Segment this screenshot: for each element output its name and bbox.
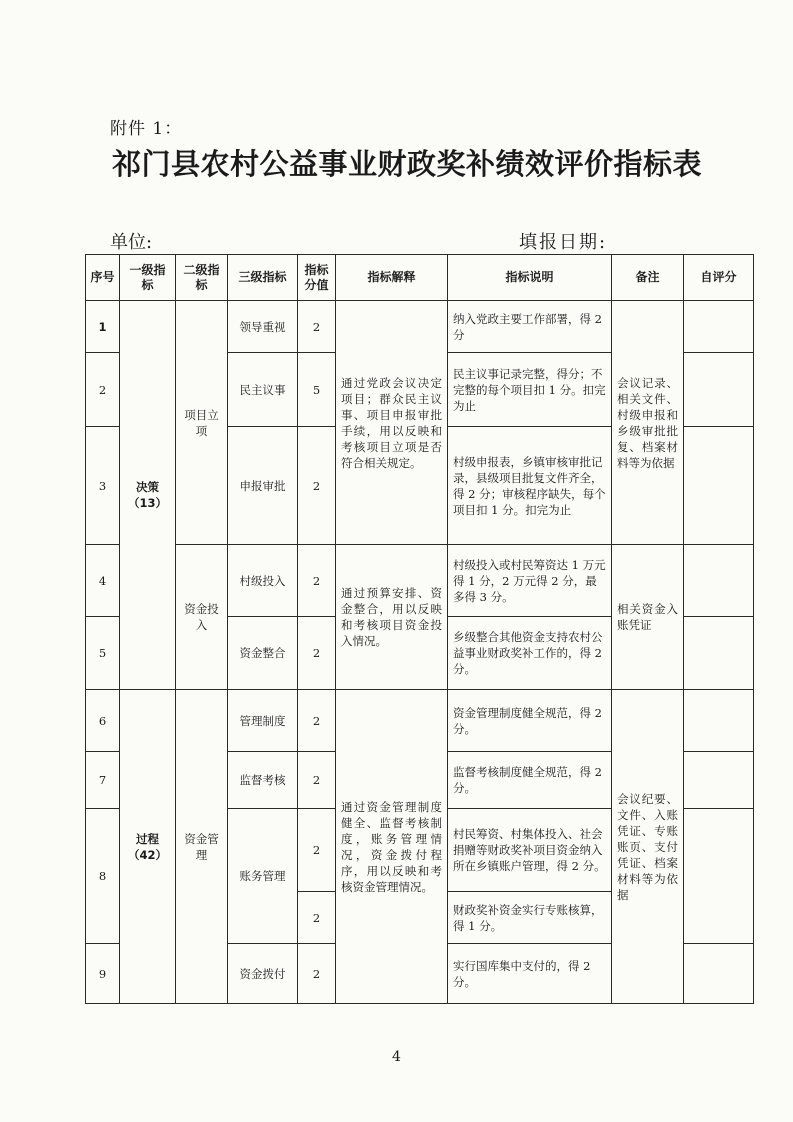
level1-decision-label: 决策 xyxy=(136,480,159,494)
row-level3: 监督考核 xyxy=(228,752,298,809)
row-level3: 资金整合 xyxy=(228,617,298,690)
row-score: 2 xyxy=(298,944,336,1004)
row-score: 2 xyxy=(298,617,336,690)
row-seq: 2 xyxy=(86,353,120,427)
indicator-table xyxy=(85,254,754,1004)
row-level3: 民主议事 xyxy=(228,353,298,427)
row-description: 实行国库集中支付的，得 2 分。 xyxy=(448,944,612,1004)
remark-fund-input: 相关资金入账凭证 xyxy=(612,545,684,690)
row-seq: 1 xyxy=(86,301,120,353)
row-description: 资金管理制度健全规范，得 2 分。 xyxy=(448,690,612,752)
row-seq: 3 xyxy=(86,427,120,545)
header-explanation: 指标解释 xyxy=(336,255,448,301)
self-score-cell[interactable] xyxy=(684,617,754,690)
self-score-cell[interactable] xyxy=(684,545,754,617)
row-score: 2 xyxy=(298,752,336,809)
header-level2: 二级指标 xyxy=(176,255,228,301)
row-score: 5 xyxy=(298,353,336,427)
header-seq: 序号 xyxy=(86,255,120,301)
row-seq: 9 xyxy=(86,944,120,1004)
unit-label: 单位: xyxy=(110,232,153,253)
level2-project-setup: 项目立项 xyxy=(176,301,228,545)
fill-date-label: 填报日期: xyxy=(519,232,608,253)
row-description: 村级申报表，乡镇审核审批记录，县级项目批复文件齐全，得 2 分；审核程序缺失，每个项目扣 1 分。扣完为止 xyxy=(448,427,612,545)
header-level1: 一级指标 xyxy=(120,255,176,301)
table-row xyxy=(86,301,754,353)
row-level3: 村级投入 xyxy=(228,545,298,617)
row-seq: 5 xyxy=(86,617,120,690)
level2-fund-management: 资金管理 xyxy=(176,690,228,1004)
remark-project-setup: 会议记录、相关文件、村级申报和乡级审批批复、档案材料等为依据 xyxy=(612,301,684,545)
self-score-cell[interactable] xyxy=(684,809,754,944)
self-score-cell[interactable] xyxy=(684,301,754,353)
row-level3: 资金拨付 xyxy=(228,944,298,1004)
row-description: 监督考核制度健全规范，得 2 分。 xyxy=(448,752,612,809)
header-row xyxy=(86,255,754,301)
explanation-project-setup: 通过党政会议决定项目；群众民主议事、项目申报审批手续，用以反映和考核项目立项是否符合相关规定。 xyxy=(336,301,448,545)
level1-decision-score: （13） xyxy=(127,496,167,510)
self-score-cell[interactable] xyxy=(684,752,754,809)
row-score: 2 xyxy=(298,809,336,892)
page-number: 4 xyxy=(392,1049,401,1065)
header-score: 指标分值 xyxy=(298,255,336,301)
row-description: 民主议事记录完整，得分；不完整的每个项目扣 1 分。扣完为止 xyxy=(448,353,612,427)
page-title: 祁门县农村公益事业财政奖补绩效评价指标表 xyxy=(112,147,703,181)
row-score: 2 xyxy=(298,545,336,617)
explanation-fund-input: 通过预算安排、资金整合，用以反映和考核项目资金投入情况。 xyxy=(336,545,448,690)
header-level3: 三级指标 xyxy=(228,255,298,301)
row-seq: 4 xyxy=(86,545,120,617)
self-score-cell[interactable] xyxy=(684,427,754,545)
row-level3: 管理制度 xyxy=(228,690,298,752)
row-seq: 6 xyxy=(86,690,120,752)
row-description: 纳入党政主要工作部署，得 2 分 xyxy=(448,301,612,353)
table-row xyxy=(86,545,754,617)
row-score: 2 xyxy=(298,301,336,353)
level1-process xyxy=(120,690,176,1004)
row-seq: 8 xyxy=(86,809,120,944)
row-description: 财政奖补资金实行专账核算，得 1 分。 xyxy=(448,892,612,944)
level2-fund-input: 资金投入 xyxy=(176,545,228,690)
row-level3: 领导重视 xyxy=(228,301,298,353)
header-remark: 备注 xyxy=(612,255,684,301)
header-description: 指标说明 xyxy=(448,255,612,301)
self-score-cell[interactable] xyxy=(684,690,754,752)
level1-process-score: （42） xyxy=(127,847,167,862)
level1-decision xyxy=(120,301,176,690)
self-score-cell[interactable] xyxy=(684,353,754,427)
table-row xyxy=(86,690,754,752)
row-level3: 申报审批 xyxy=(228,427,298,545)
header-self-score: 自评分 xyxy=(684,255,754,301)
row-description: 村民筹资、村集体投入、社会捐赠等财政奖补项目资金纳入所在乡镇账户管理，得 2 分。 xyxy=(448,809,612,892)
level1-process-label: 过程 xyxy=(136,831,159,846)
row-description: 村级投入或村民筹资达 1 万元得 1 分，2 万元得 2 分，最多得 3 分。 xyxy=(448,545,612,617)
attachment-label: 附件 1： xyxy=(110,119,183,139)
row-seq: 7 xyxy=(86,752,120,809)
row-score: 2 xyxy=(298,892,336,944)
row-description: 乡级整合其他资金支持农村公益事业财政奖补工作的，得 2 分。 xyxy=(448,617,612,690)
remark-fund-management: 会议纪要、文件、入账凭证、专账账页、支付凭证、档案材料等为依据 xyxy=(612,690,684,1004)
row-score: 2 xyxy=(298,427,336,545)
row-score: 2 xyxy=(298,690,336,752)
self-score-cell[interactable] xyxy=(684,944,754,1004)
explanation-fund-management: 通过资金管理制度健全、监督考核制度，账务管理情况，资金拨付程序，用以反映和考核资金管理情况。 xyxy=(336,690,448,1004)
row-level3: 账务管理 xyxy=(228,809,298,944)
